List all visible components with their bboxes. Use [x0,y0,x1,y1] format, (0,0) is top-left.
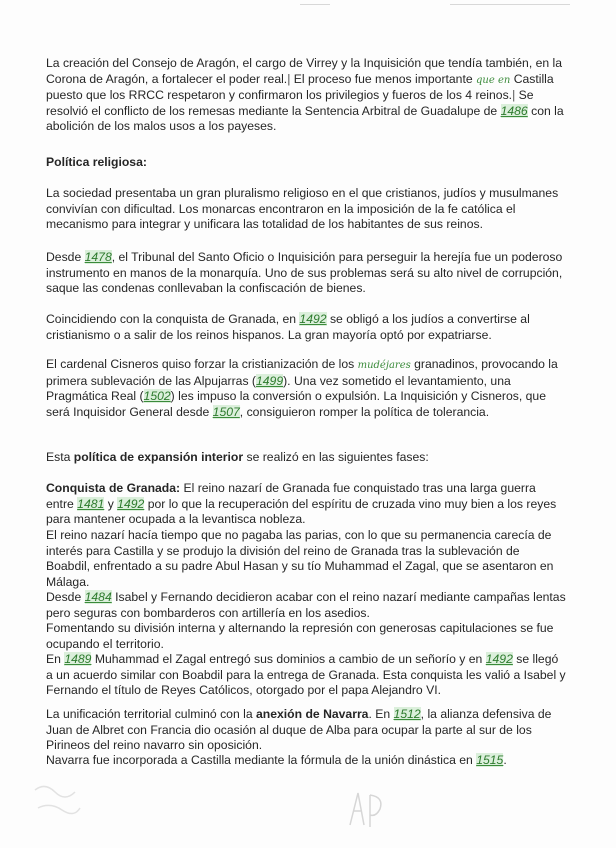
text-run: con la abolición de los malos usos a los payeses. [46,103,564,133]
paragraph-union-dinastica: Navarra fue incorporada a Castilla mediante la fórmula de la unión dinástica en 1515. [46,753,507,767]
text-run: Muhammad el Zagal entregó sus dominios a cambio de un señorío y en [94,652,483,666]
text-run: se llegó a un acuerdo similar con Boabdil para la entrega de Granada. Esta conquista les valió a Isabel y Fernando el título de Reyes Católicos, otorgado por el papa Alejandro VI. [46,652,566,697]
year-highlight: 1492 [299,312,327,326]
text-run: y [107,496,114,511]
text-run: Coincidiendo con la conquista de Granada, en [46,312,297,326]
year-highlight: 1499 [256,373,284,388]
paragraph-expansion [46,450,566,466]
scan-artifact [300,4,330,5]
handwritten-note: mudéjares [357,360,411,371]
text-run: El cardenal Cisneros quiso forzar la cristianización de los [46,357,355,371]
text-run: se realizó en las siguientes fases: [246,450,429,464]
text-run: Desde [46,590,82,604]
scan-artifact [450,4,570,5]
heading-politica-religiosa: Política religiosa: [46,155,147,169]
year-highlight: 1512 [393,707,421,721]
year-highlight: 1484 [84,590,112,604]
year-highlight: 1515 [476,753,504,767]
text-run: El reino nazarí de Granada fue conquistado tras una larga guerra entre [46,481,536,511]
faint-signature [340,785,400,835]
text-run: . En [368,707,391,721]
paragraph-inquisicion [46,250,566,297]
paragraph-division: Fomentando su división interna y alternando la represión con generosas capitulaciones se fue ocupando el territorio. [46,621,554,651]
paragraph-conquista-granada [46,481,566,528]
paragraph-pluralismo: La sociedad presentaba un gran pluralismo religioso en el que cristianos, judíos y musulmanes convivían con dificultad. Los monarcas encontraron en la imposición de la fe católica el mecanismo para integrar y unificara las totalidad de los habitantes de sus reinos. [46,186,559,231]
text-run: Castilla puesto que los RRCC respetaron y confirmaron los privilegios y fueros de los 4 reinos. [46,71,554,102]
paragraph-zagal [46,652,566,699]
text-run: Desde [46,250,82,264]
paragraph-aragon: La creación del Consejo de Aragón, el cargo de Virrey y la Inquisición que tendía también, en la Corona de Aragón, a fortalecer el poder real.| El proceso fue menos importante que en Castilla puesto que los RRCC respetaron y confirmaron los privilegios y fueros de los 4 reinos.| Se resolvió el conflicto de los remesas mediante la Sentencia Arbitral de Guadalupe de 1486 con la abolición de los malos usos a los payeses. [46,56,564,133]
paragraph-navarra [46,707,566,754]
section-lead: Conquista de Granada: [46,481,181,495]
year-highlight: 1481 [77,496,105,511]
text-run: granadinos, provocando la primera sublevación de las Alpujarras ( [46,357,558,388]
year-highlight: 1486 [500,103,528,118]
paragraph-parias: El reino nazarí hacía tiempo que no pagaba las parias, con lo que su permanencia carecía de interés para Castilla y se produjo la división del reino de Granada tras la sublevación de Boabdil, enfrentado a su padre Abul Hasan y su tío Muhammad el Zagal, que se asentaron en Málaga. [46,528,554,589]
text-run: ) les impuso la conversión o expulsión. La Inquisición y Cisneros, que será Inquisidor General desde [46,389,546,419]
year-highlight: 1492 [485,652,513,666]
faint-scribble [30,780,110,820]
year-highlight: 1507 [212,404,240,419]
text-run: Se resolvió el conflicto de los remesas mediante la Sentencia Arbitral de Guadalupe de [46,88,534,118]
bold-phrase: política de expansión interior [73,450,244,464]
text-run: , el Tribunal del Santo Oficio o Inquisición para perseguir la herejía fue un poderoso instrumento en manos de la monarquía. Uno de sus problemas será su alto nivel de corrupción, saque las condenas conllevaban la confiscación de bienes. [46,250,563,295]
text-run: , la alianza defensiva de Juan de Albret con Francia dio ocasión al duque de Alba para ocupar la parte al sur de los Pirineos del reino navarro sin oposición. [46,707,552,752]
text-run: Navarra fue incorporada a Castilla mediante la fórmula de la unión dinástica en [46,753,473,767]
text-run: por lo que la recuperación del espíritu de cruzada vino muy bien a los reyes para mantener ocupada a la levantisca nobleza. [46,496,557,526]
text-run: La unificación territorial culminó con la [46,707,253,721]
text-run: , consiguieron romper la política de tolerancia. [239,404,490,419]
year-highlight: 1502 [143,389,171,403]
text-run: Esta [46,450,71,464]
paragraph-cisneros [46,357,566,420]
text-run: Isabel y Fernando decidieron acabar con el reino nazarí mediante campañas lentas pero seguras con bombarderos con artillería en los asedios. [46,590,566,620]
paragraph-campanas [46,590,566,621]
handwritten-note: que en [476,74,511,86]
text-run: El proceso fue menos importante [293,71,473,86]
year-highlight: 1478 [84,250,112,264]
text-run: se obligó a los judíos a convertirse al cristianismo o a salir de los reinos hispanos. La gran mayoría optó por expatriarse. [46,312,530,342]
paragraph-judios [46,312,566,343]
text-run: La creación del Consejo de Aragón, el cargo de Virrey y la Inquisición que tendía también, en la Corona de Aragón, a fortalecer el poder real. [46,56,563,86]
text-run: ). Una vez sometido el levantamiento, una Pragmática Real ( [46,373,511,403]
year-highlight: 1492 [117,496,145,511]
year-highlight: 1489 [64,652,92,666]
text-run: En [46,652,61,666]
bold-phrase: anexión de Navarra [256,707,369,721]
